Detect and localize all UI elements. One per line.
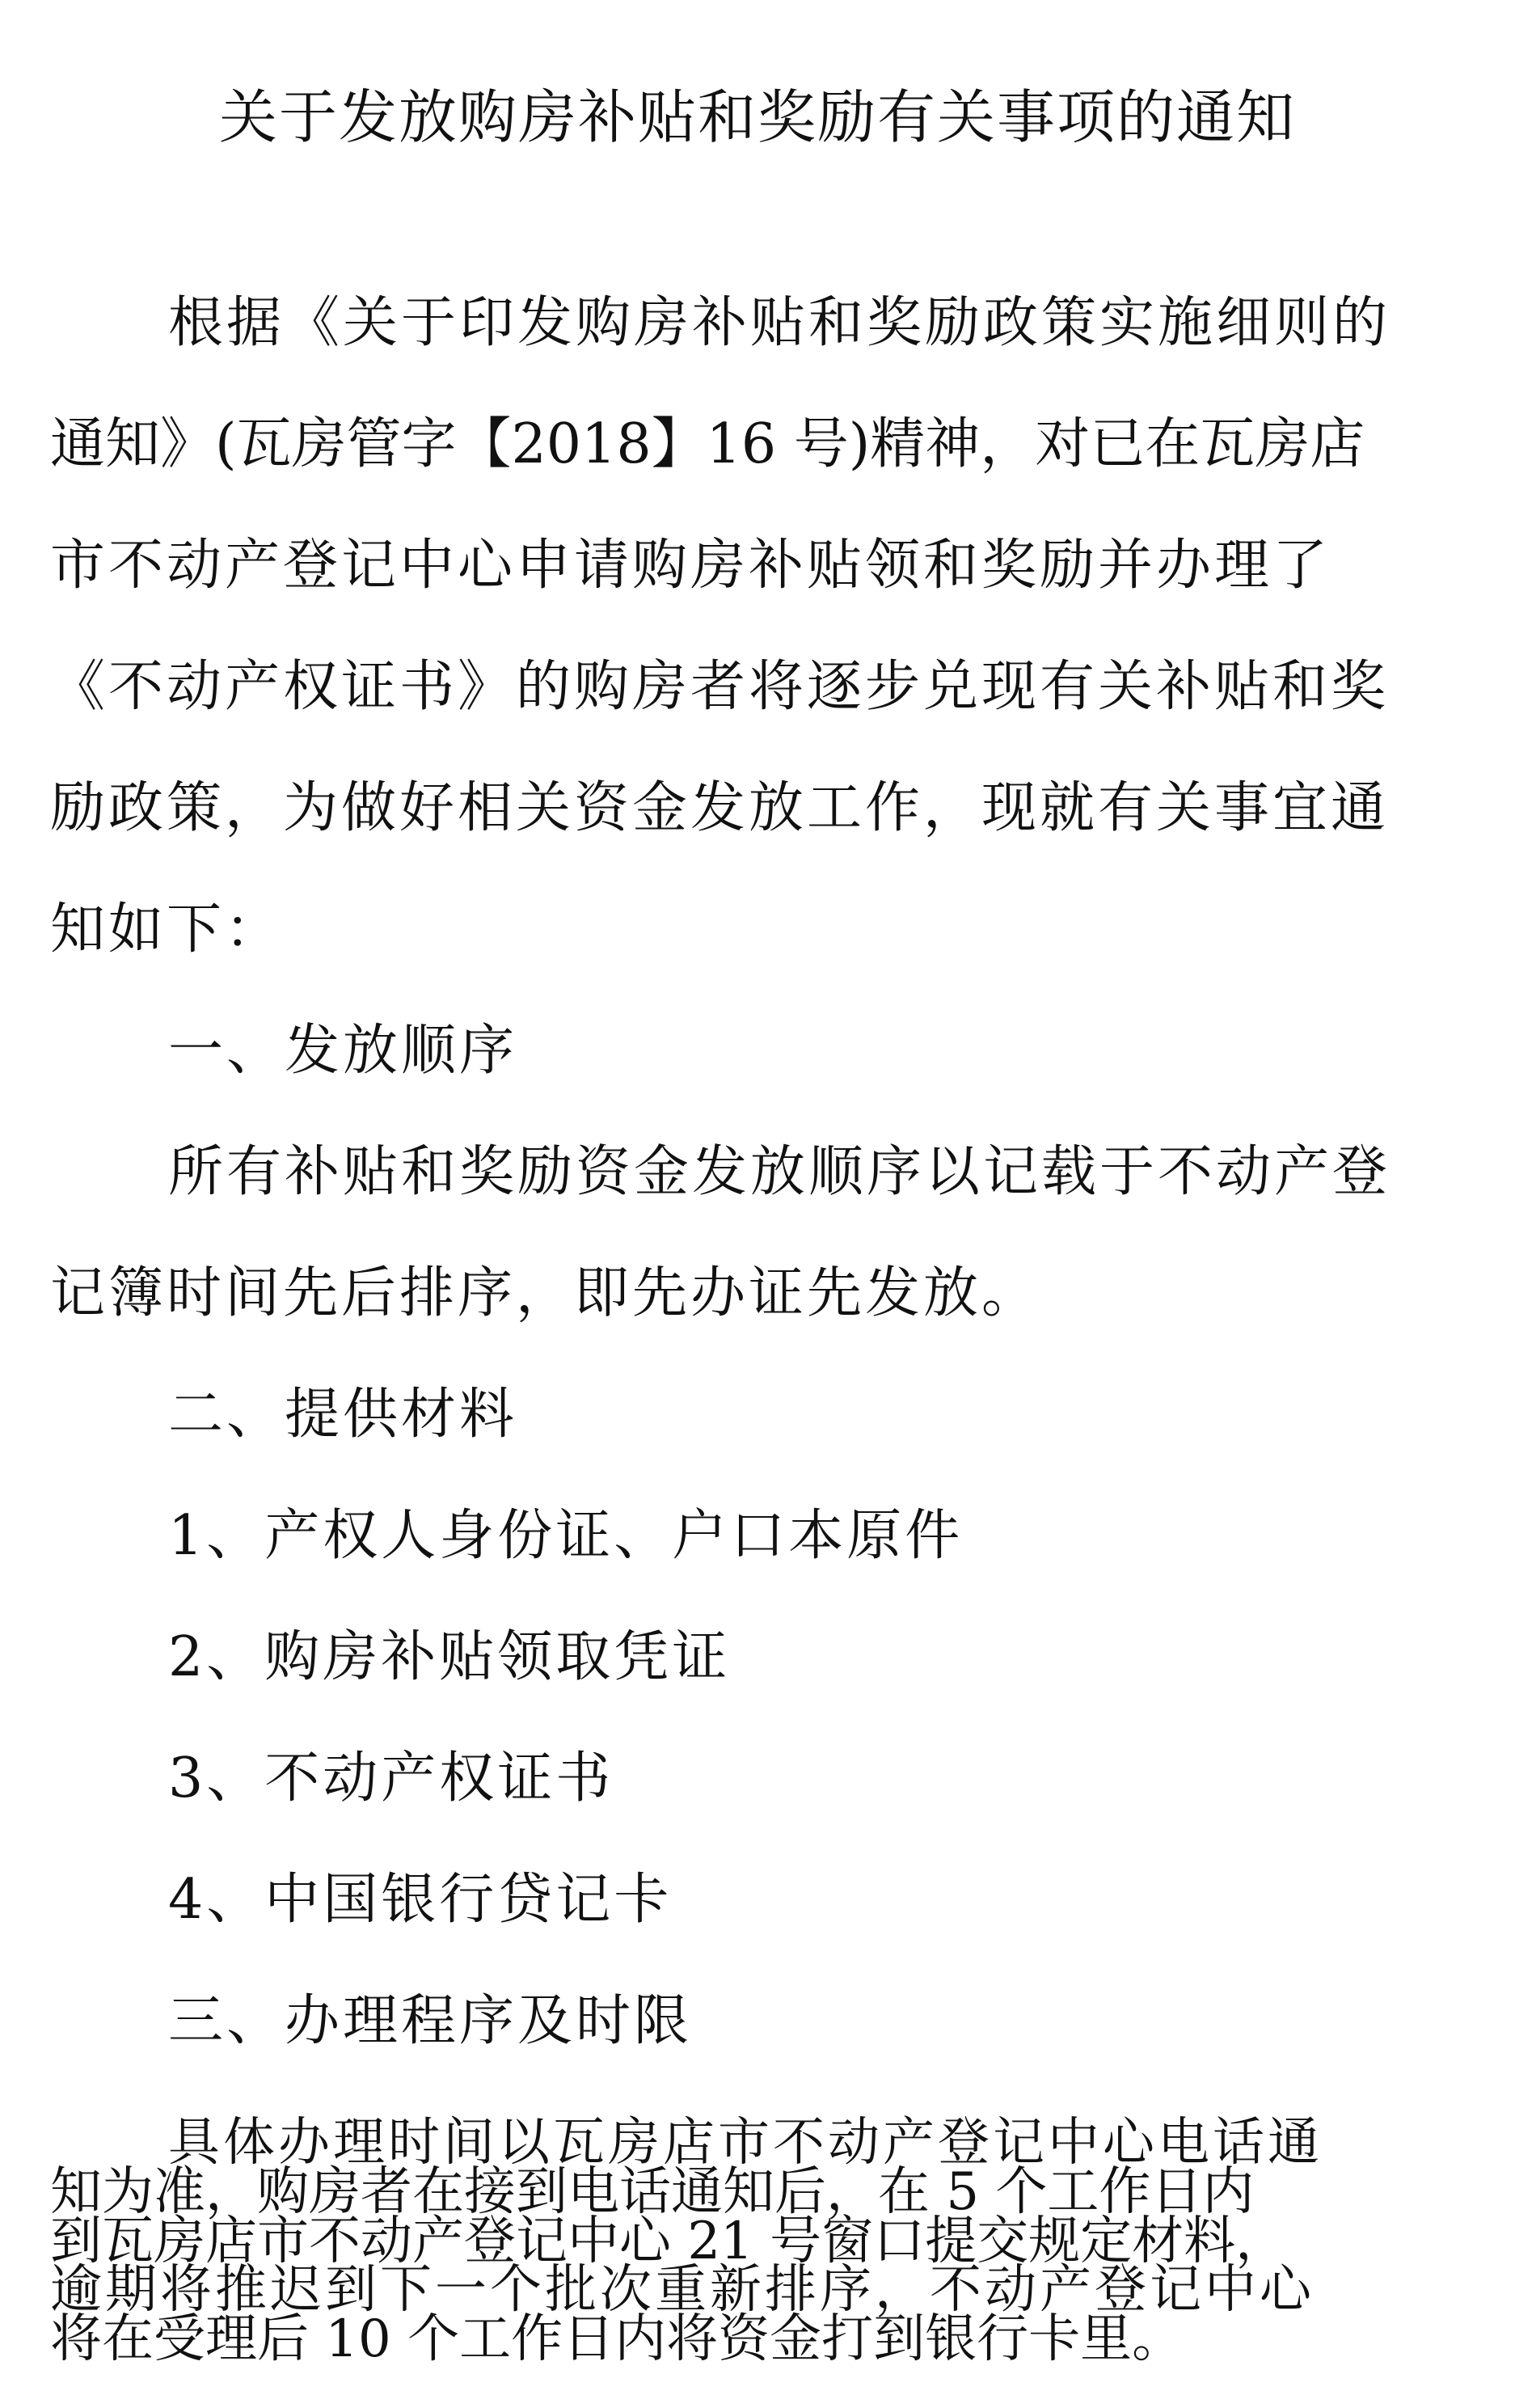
- paragraph-1-line-1: 根据《关于印发购房补贴和奖励政策实施细则的: [168, 291, 1391, 355]
- paragraph-1-line-5: 励政策，为做好相关资金发放工作，现就有关事宜通: [50, 776, 1390, 840]
- section-2-item-1: 1、产权人身份证、户口本原件: [168, 1504, 964, 1568]
- section-3-line-3: 到瓦房店市不动产登记中心 21 号窗口提交规定材料，: [50, 2211, 1288, 2271]
- section-1-heading: 一、发放顺序: [168, 1019, 518, 1083]
- paragraph-1-line-6: 知如下：: [50, 898, 284, 961]
- section-2-item-3: 3、不动产权证书: [168, 1747, 614, 1810]
- section-3-line-4: 逾期将推迟到下一个批次重新排序，不动产登记中心: [50, 2260, 1315, 2321]
- section-2-heading: 二、提供材料: [168, 1383, 518, 1447]
- section-3-line-5: 将在受理后 10 个工作日内将资金打到银行卡里。: [50, 2309, 1184, 2369]
- section-3-line-2: 知为准，购房者在接到电话通知后，在 5 个工作日内: [50, 2161, 1255, 2222]
- section-3-line-1: 具体办理时间以瓦房店市不动产登记中心电话通: [168, 2113, 1323, 2173]
- paragraph-1-line-4: 《不动产权证书》的购房者将逐步兑现有关补贴和奖: [50, 655, 1390, 719]
- document-title: 关于发放购房补贴和奖励有关事项的通知: [218, 83, 1296, 151]
- section-1-line-1: 所有补贴和奖励资金发放顺序以记载于不动产登: [168, 1140, 1391, 1204]
- section-1-line-2: 记簿时间先后排序，即先办证先发放。: [50, 1261, 1040, 1325]
- section-2-item-4: 4、中国银行贷记卡: [168, 1868, 673, 1932]
- section-2-item-2: 2、购房补贴领取凭证: [168, 1625, 731, 1689]
- paragraph-1-line-2: 通知》(瓦房管字【2018】16 号)精神，对已在瓦房店: [50, 412, 1365, 476]
- paragraph-1-line-3: 市不动产登记中心申请购房补贴领和奖励并办理了: [50, 534, 1331, 598]
- section-3-heading: 三、办理程序及时限: [168, 1989, 693, 2053]
